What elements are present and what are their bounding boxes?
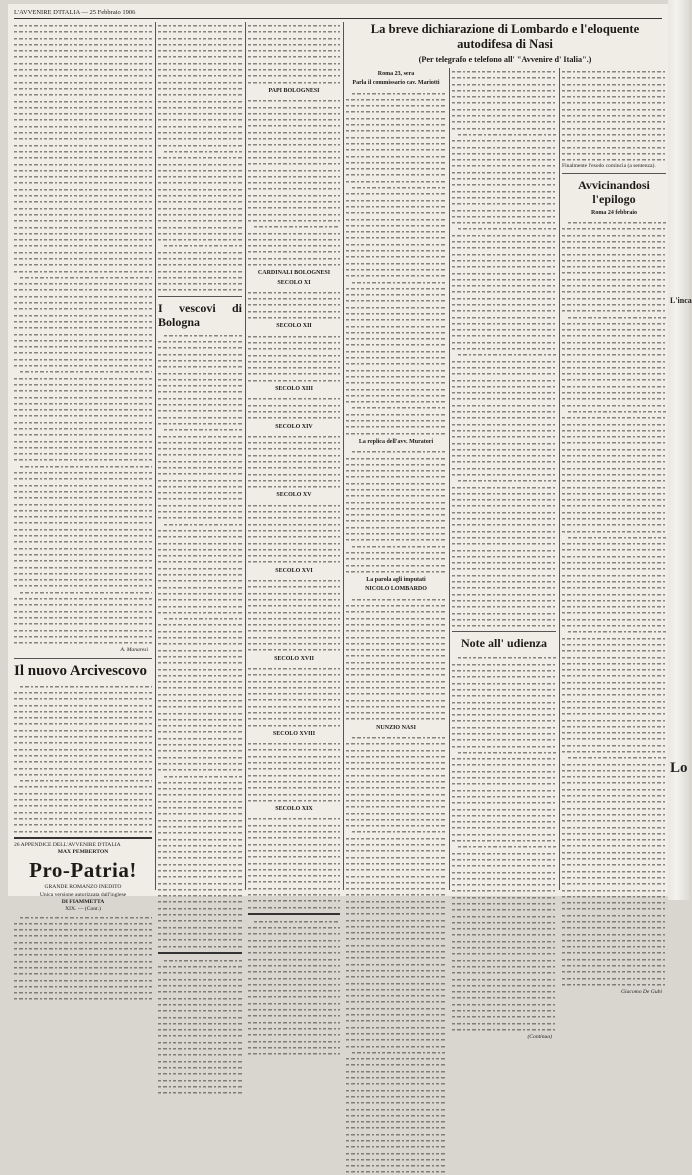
chapter-label: XIX. — (Cont.) bbox=[65, 906, 101, 913]
column-5 bbox=[452, 68, 556, 1041]
secolo-xix: SECOLO XIX bbox=[275, 806, 313, 813]
epilogo-dateline: Roma 24 febbraio bbox=[591, 209, 637, 216]
article-body-3 bbox=[248, 22, 340, 85]
secolo-xvii: SECOLO XVII bbox=[274, 655, 314, 662]
novel-body-continued bbox=[158, 957, 242, 1096]
secolo-xii: SECOLO XII bbox=[276, 323, 312, 330]
appendice-label: 26 APPENDICE DELL'AVVENIRE D'ITALIA bbox=[14, 841, 121, 848]
subhead-imputati: La parola agli imputati bbox=[366, 577, 426, 584]
edge-fragment-2: Lo bbox=[670, 760, 688, 776]
article-body-arcivescovo bbox=[14, 683, 152, 834]
article-body-2 bbox=[158, 22, 242, 293]
subhead-lombardo: NICOLO LOMBARDO bbox=[365, 586, 427, 593]
continua-label: (Continua) bbox=[527, 1034, 552, 1041]
column-1 bbox=[14, 22, 152, 913]
article-body-5a bbox=[452, 68, 556, 628]
note-udienza-title: Note all' udienza bbox=[461, 636, 547, 651]
newspaper-page bbox=[8, 4, 668, 1041]
epilogo-signature: Giacomo De Gubi bbox=[620, 989, 662, 996]
novel-author: MAX PEMBERTON bbox=[57, 849, 109, 856]
article-body-4c bbox=[346, 596, 446, 722]
masthead-line: L'AVVENIRE D'ITALIA — 25 Febbraio 1906 bbox=[14, 8, 136, 16]
article-body-4b bbox=[346, 448, 446, 574]
papi-list bbox=[248, 97, 340, 267]
page-header bbox=[14, 6, 662, 19]
dateline: Roma 23, sera bbox=[377, 71, 415, 77]
section-title-vescovi: I vescovi di Bologna bbox=[158, 300, 242, 329]
secolo-xi: SECOLO XI bbox=[277, 279, 311, 286]
adjacent-page-edge bbox=[668, 0, 692, 900]
secolo-xviii: SECOLO XVIII bbox=[272, 730, 316, 737]
translator-line-2: DI FIAMMETTA bbox=[61, 899, 105, 905]
article-signature: A. Manaresi bbox=[120, 647, 148, 654]
article-body-1 bbox=[14, 22, 152, 645]
main-subheadline: (Per telegrafo e telefono all' "Avvenire d' Italia".) bbox=[418, 55, 592, 64]
article-body-6b bbox=[562, 219, 666, 987]
subhead-replica: La replica dell'avv. Muratori bbox=[358, 438, 434, 445]
column-3 bbox=[248, 22, 340, 890]
article-body-vescovi bbox=[158, 332, 242, 949]
column-2 bbox=[158, 22, 242, 890]
secolo-xvi: SECOLO XVI bbox=[275, 567, 313, 574]
article-body-4a bbox=[346, 90, 446, 436]
subhead-nasi: NUNZIO NASI bbox=[376, 724, 416, 731]
secolo-xiii: SECOLO XIII bbox=[275, 386, 313, 393]
section-title-nuovo-arcivescovo: Il nuovo Arcivescovo bbox=[14, 662, 148, 679]
secolo-xiv: SECOLO XIV bbox=[275, 423, 313, 430]
column-6 bbox=[562, 68, 666, 996]
epilogo-title: Avvicinandosi l'epilogo bbox=[578, 177, 650, 206]
secolo-xv: SECOLO XV bbox=[276, 492, 312, 499]
novel-body bbox=[14, 914, 152, 1002]
column-4 bbox=[346, 68, 446, 890]
novel-subtitle: GRANDE ROMANZO INEDITO bbox=[44, 884, 122, 891]
cardinali-heading: CARDINALI BOLOGNESI bbox=[257, 270, 331, 277]
edge-fragment-1: L'inca bbox=[670, 296, 692, 305]
article-body-6a bbox=[562, 68, 666, 162]
translator-line-1: Unica versione autorizzata dall'inglese bbox=[39, 891, 127, 898]
article-body-4d bbox=[346, 734, 446, 1175]
papi-heading: PAPI BOLOGNESI bbox=[268, 87, 320, 94]
subhead-commissario: Parla il commissario cav. Mariotti bbox=[352, 80, 440, 87]
finalmente-line: Finalmente l'esodo comincia (a sentenza). bbox=[562, 163, 656, 170]
article-body-5b bbox=[452, 654, 556, 1032]
main-headline: La breve dichiarazione di Lombardo e l'eloquente autodifesa di Nasi bbox=[370, 22, 640, 51]
novel-title: Pro-Patria! bbox=[29, 858, 137, 883]
